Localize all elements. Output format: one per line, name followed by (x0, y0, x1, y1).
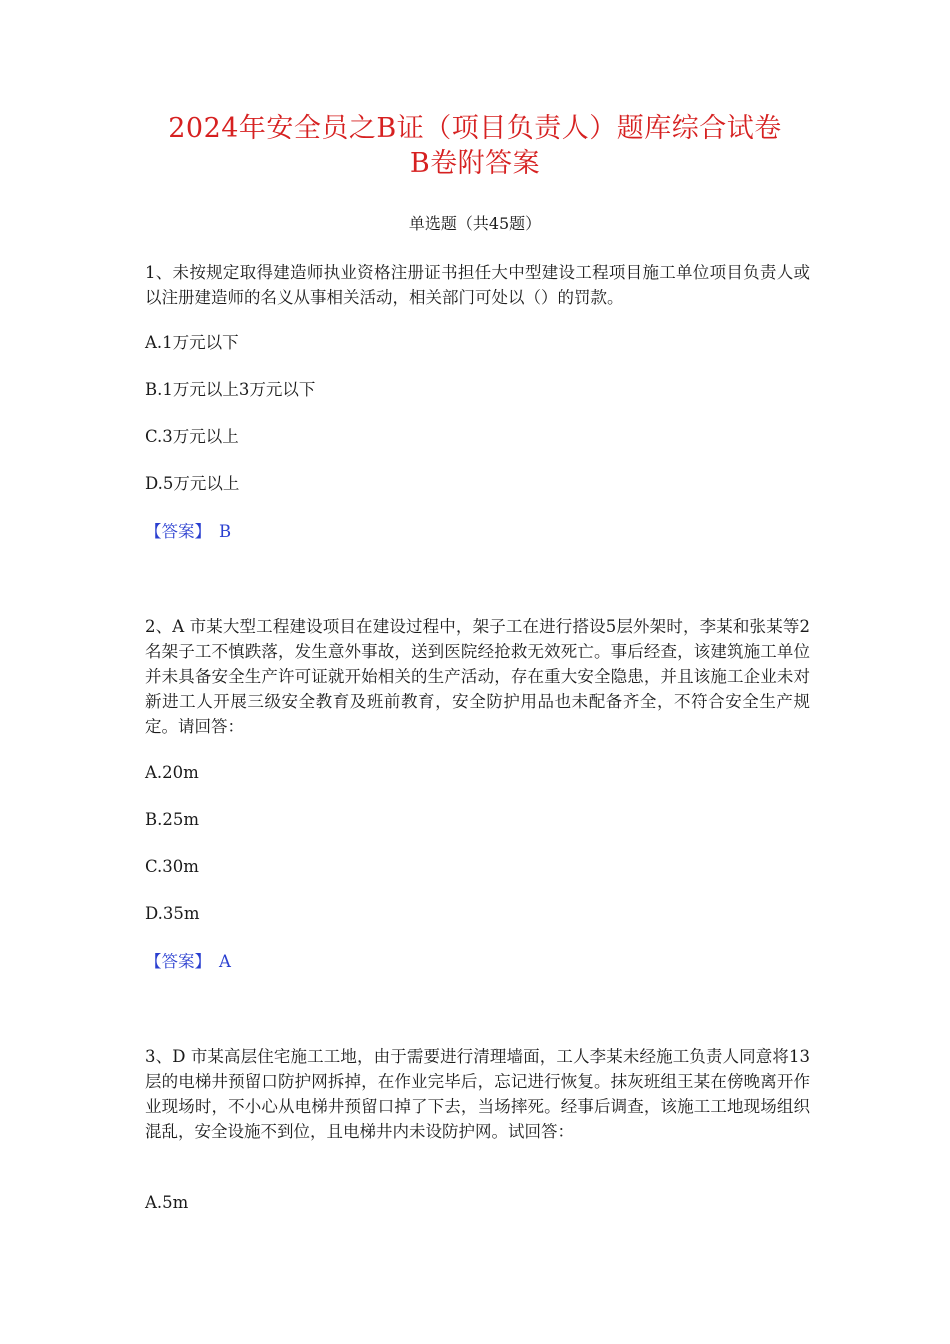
question-2-option-b: B.25m (145, 810, 200, 829)
answer-label: 【答案】 (145, 952, 211, 971)
question-2-answer (145, 951, 231, 973)
question-3-stem: 3、D 市某高层住宅施工工地，由于需要进行清理墙面，工人李某未经施工负责人同意将13 层的电梯井预留口防护网拆掉，在作业完毕后，忘记进行恢复。抹灰班组王某在傍晚离开作业现场时，不小心从电梯井预留口掉了下去，当场摔死。经事后调查，该施工工地现场组织混乱，安全设施不到位，且电梯井内未设防护网。试回答： (145, 1047, 810, 1141)
question-3-option-a: A.5m (145, 1193, 189, 1212)
question-1-option-b: B.1万元以上3万元以下 (145, 380, 316, 399)
question-2-option-a: A.20m (145, 763, 199, 782)
question-1-stem: 1、未按规定取得建造师执业资格注册证书担任大中型建设工程项目施工单位项目负责人或以注册建造师的名义从事相关活动，相关部门可处以（）的罚款。 (145, 263, 810, 307)
question-2-option-d: D.35m (145, 904, 200, 923)
section-heading: 单选题（共45题） (408, 214, 542, 233)
question-1-option-c: C.3万元以上 (145, 427, 239, 446)
document-title-line-1: 2024年安全员之B证（项目负责人）题库综合试卷 (168, 113, 782, 144)
document-title-line-2: B卷附答案 (409, 148, 541, 179)
question-2-option-c: C.30m (145, 857, 199, 876)
question-2-stem: 2、A 市某大型工程建设项目在建设过程中，架子工在进行搭设5层外架时，李某和张某等2 名架子工不慎跌落，发生意外事故，送到医院经抢救无效死亡。事后经查，该建筑施工单位并未具备安全生产许可证就开始相关的生产活动，存在重大安全隐患，并且该施工企业未对新进工人开展三级安全教育及班前教育，安全防护用品也未配备齐全，不符合安全生产规定。请回答： (145, 617, 810, 736)
question-1-option-a: A.1万元以下 (145, 333, 239, 352)
answer-label: 【答案】 (145, 522, 211, 541)
answer-value: B (219, 522, 232, 541)
question-1-option-d: D.5万元以上 (145, 474, 240, 493)
answer-value: A (219, 952, 231, 971)
question-1-answer (145, 521, 231, 543)
